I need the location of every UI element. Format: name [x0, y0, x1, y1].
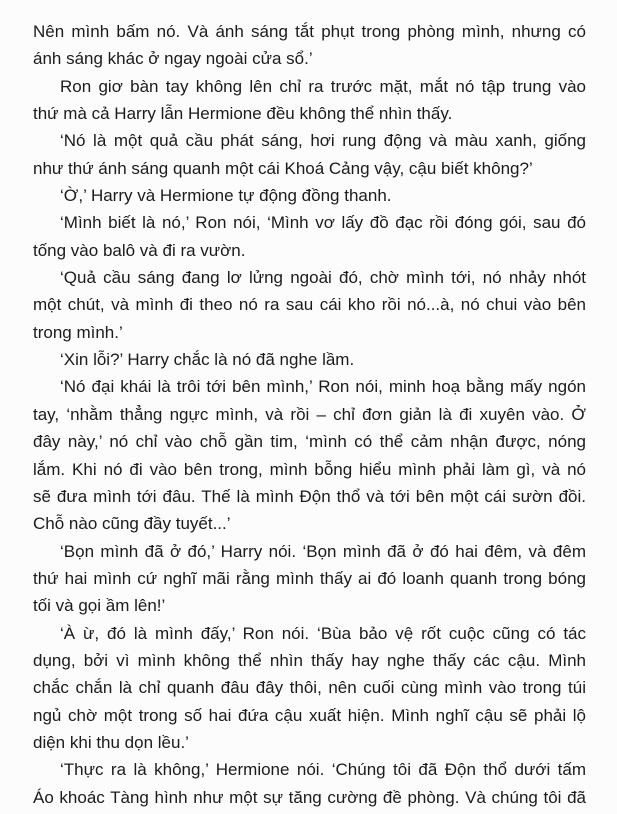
text-line: Áo khoác Tàng hình như một sự tăng cường đề phòng. Và chúng tôi đã	[33, 787, 586, 807]
text-line: ngủ chờ một trong số hai đứa cậu xuất hiện. Mình nghĩ cậu sẽ phải lộ	[33, 705, 586, 725]
text-line: ‘Xin lỗi?’ Harry chắc là nó đã nghe lầm.	[60, 350, 355, 370]
paragraph	[33, 373, 586, 537]
text-line: như thứ ánh sáng quanh một cái Khoá Cảng vậy, cậu biết không?’	[33, 158, 533, 178]
text-column	[33, 18, 586, 811]
text-line: tối và gọi ầm lên!’	[33, 596, 166, 616]
paragraph	[33, 209, 586, 264]
text-line: đây này,’ nó chỉ vào chỗ gần tim, ‘mình có thể cảm nhận được, nóng	[33, 432, 586, 452]
paragraph	[33, 127, 586, 182]
text-line: ‘Mình biết là nó,’ Ron nói, ‘Mình vơ lấy đồ đạc rồi đóng gói, sau đó	[60, 213, 586, 233]
paragraph	[33, 538, 586, 620]
text-line: ‘Bọn mình đã ở đó,’ Harry nói. ‘Bọn mình đã ở đó hai đêm, và đêm	[60, 541, 586, 561]
text-line: ‘Thực ra là không,’ Hermione nói. ‘Chúng tôi đã Độn thổ dưới tấm	[60, 760, 586, 780]
paragraph	[33, 18, 586, 73]
text-line: dụng, bởi vì mình không thể nhìn thấy hay nghe thấy các cậu. Mình	[33, 650, 586, 670]
paragraph	[33, 346, 586, 373]
text-line: Nên mình bấm nó. Và ánh sáng tắt phụt trong phòng mình, nhưng có	[33, 22, 586, 41]
text-line: trong mình.’	[33, 322, 123, 342]
text-line: thứ mà cả Harry lẫn Hermione đều không thể nhìn thấy.	[33, 104, 453, 124]
text-line: diện khi thu dọn lều.’	[33, 732, 189, 752]
text-line: thứ hai mình cứ nghĩ mãi rằng mình thấy ai đó loanh quanh trong bóng	[33, 568, 586, 588]
text-line: ‘Quả cầu sáng đang lơ lửng ngoài đó, chờ mình tới, nó nhảy nhót	[60, 268, 586, 288]
text-line: Chỗ nào cũng đầy tuyết...’	[33, 514, 231, 534]
paragraph	[33, 756, 586, 811]
text-line: tống vào balô và đi ra vườn.	[33, 240, 246, 260]
text-line: tay, ‘nhằm thẳng ngực mình, và rồi – chỉ đơn giản là đi xuyên vào. Ở	[33, 404, 586, 424]
text-line: ‘Nó đại khái là trôi tới bên mình,’ Ron nói, minh hoạ bằng mấy ngón	[60, 377, 586, 397]
text-line: Ron giơ bàn tay không lên chỉ ra trước mặt, mắt nó tập trung vào	[60, 76, 586, 96]
paragraph	[33, 73, 586, 128]
text-line: một chút, và mình đi theo nó ra sau cái kho rồi nó...à, nó chui vào bên	[33, 295, 586, 315]
paragraph	[33, 264, 586, 346]
paragraph	[33, 182, 586, 209]
text-line: chắc chắn là chỉ quanh đâu đây thôi, nên cuối cùng mình vào trong túi	[33, 678, 586, 698]
text-line: ‘Nó là một quả cầu phát sáng, hơi rung động và màu xanh, giống	[60, 131, 586, 151]
paragraph	[33, 620, 586, 757]
text-line: ‘À ừ, đó là mình đấy,’ Ron nói. ‘Bùa bảo vệ rốt cuộc cũng có tác	[60, 623, 586, 643]
text-line: ánh sáng khác ở ngay ngoài cửa sổ.’	[33, 49, 313, 69]
text-line: lắm. Khi nó đi vào bên trong, mình bỗng hiểu mình phải làm gì, và nó	[33, 459, 586, 479]
text-line: sẽ đưa mình tới đâu. Thế là mình Độn thổ và tới bên một cái sườn đồi.	[33, 486, 586, 506]
text-line: ‘Ờ,’ Harry và Hermione tự động đồng thanh.	[60, 186, 392, 206]
